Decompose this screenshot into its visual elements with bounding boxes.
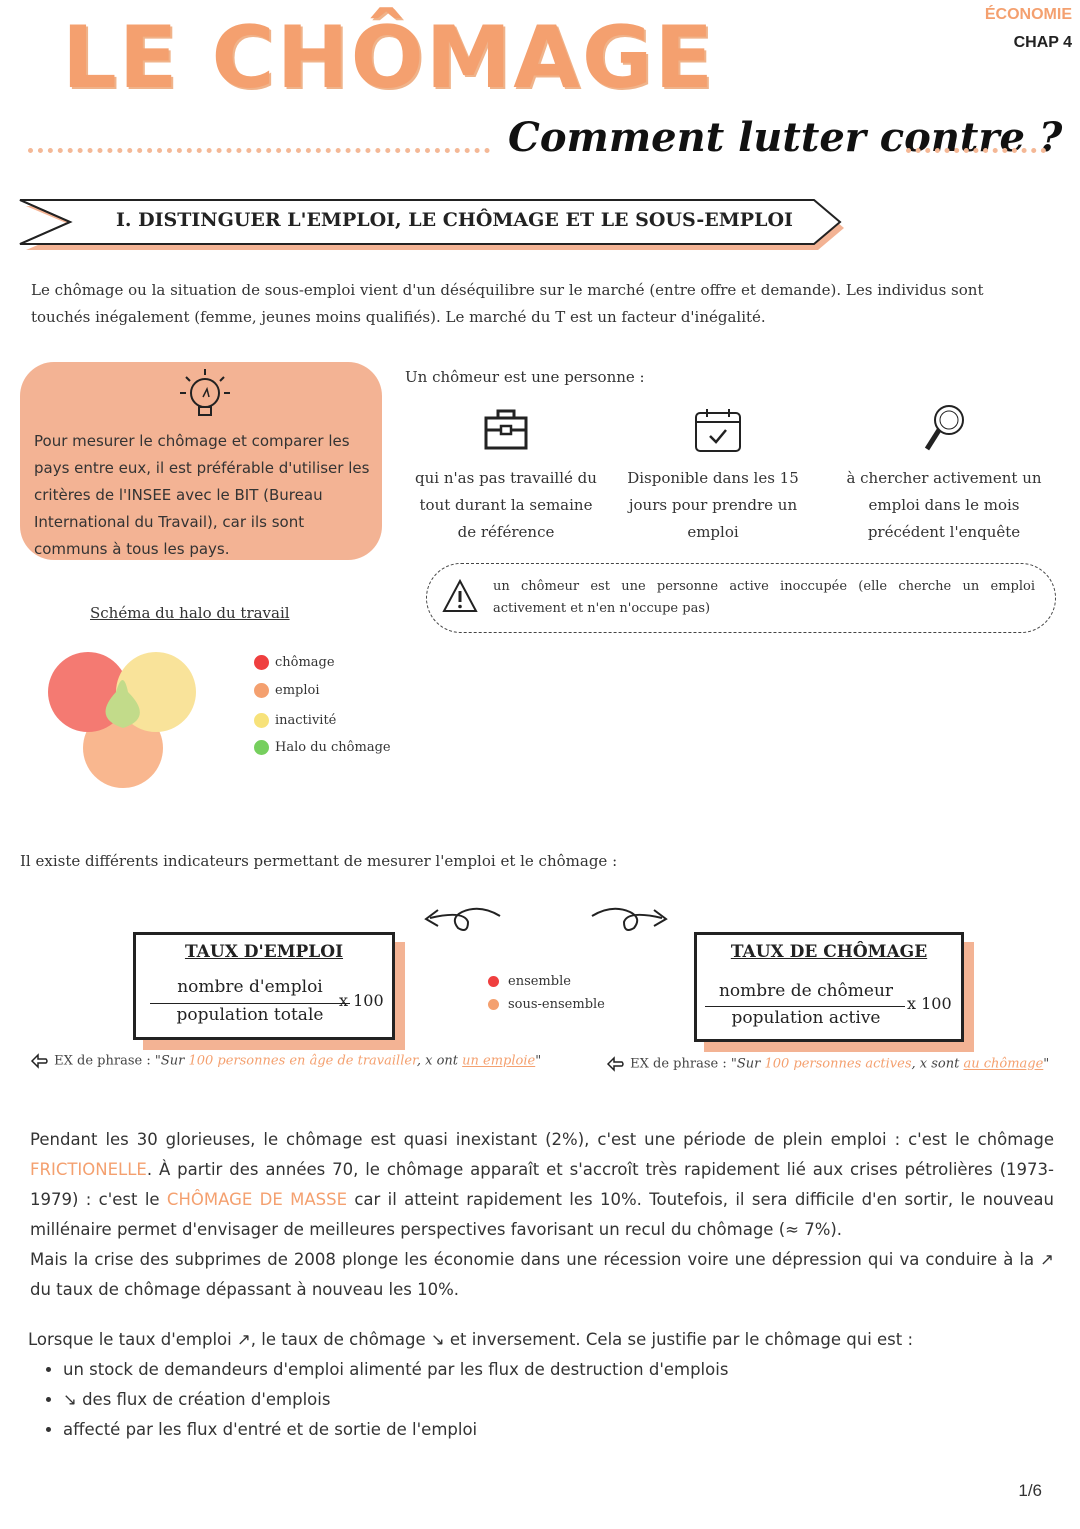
relation-paragraph bbox=[28, 1325, 1048, 1445]
section-title: I. DISTINGUER L'EMPLOI, LE CHÔMAGE ET LE SOUS-EMPLOI bbox=[116, 209, 793, 231]
taux-emploi-box bbox=[133, 932, 395, 1040]
briefcase-icon bbox=[483, 406, 529, 452]
formula-denominator: population totale bbox=[176, 1005, 324, 1025]
highlight-chomage-de-masse: CHÔMAGE DE MASSE bbox=[166, 1190, 347, 1209]
chomeur-intro: Un chômeur est une personne : bbox=[405, 368, 645, 386]
highlight-frictionnelle: FRICTIONELLE bbox=[30, 1160, 147, 1179]
dotted-divider-right bbox=[906, 148, 1046, 153]
legend-dot bbox=[488, 976, 499, 987]
halo-venn-diagram bbox=[46, 648, 202, 794]
halo-title: Schéma du halo du travail bbox=[90, 604, 290, 622]
dotted-divider-left bbox=[28, 148, 490, 153]
example-emploi: EX de phrase : "Sur 100 personnes en âge de travailler, x ont un emploie" bbox=[30, 1052, 541, 1070]
indicators-intro: Il existe différents indicateurs permettant de mesurer l'emploi et le chômage : bbox=[20, 852, 618, 870]
formula-numerator: nombre de chômeur bbox=[718, 981, 894, 1001]
formula-factor: x 100 bbox=[339, 991, 384, 1010]
lightbulb-icon bbox=[176, 365, 230, 423]
legend-item: emploi bbox=[254, 683, 319, 698]
legend-dot bbox=[488, 999, 499, 1010]
pointing-hand-icon bbox=[30, 1052, 50, 1070]
page-number: 1/6 bbox=[1018, 1481, 1042, 1500]
list-item: • ↘ des flux de création d'emplois bbox=[63, 1385, 1048, 1415]
relation-list bbox=[63, 1355, 1048, 1445]
magnifier-icon bbox=[922, 402, 968, 454]
history-paragraph: Pendant les 30 glorieuses, le chômage est quasi inexistant (2%), c'est une période de plein emploi : c'est le chômage FRICTIONELLE. À partir des années 70, le chômage apparaît et s'accroît très rapidement lié aux crises pétrolières (1973-1979) : c'est le CHÔMAGE DE MASSE car il atteint rapidement les 10%. Toutefois, il sera difficile d'en sortir, le nouveau millénaire permet d'envisager de meilleures perspectives favorisant un recul du chômage (≈ 7%). Mais la crise des subprimes de 2008 plonge les économie dans une récession voire une dépression qui va conduire à la ↗ du taux de chômage dépassant à nouveau les 10%. bbox=[30, 1130, 1054, 1299]
fraction-line bbox=[705, 1006, 905, 1007]
chapter-label: CHAP 4 bbox=[1013, 34, 1072, 51]
formula-numerator: nombre d'emploi bbox=[177, 977, 323, 997]
calendar-check-icon bbox=[693, 407, 743, 455]
warning-icon bbox=[441, 578, 479, 614]
legend-dot bbox=[254, 740, 269, 755]
page-subtitle: Comment lutter contre ? bbox=[508, 114, 1063, 161]
page-title: LE CHÔMAGE bbox=[62, 8, 716, 108]
legend-dot bbox=[254, 683, 269, 698]
taux-chomage-box bbox=[694, 932, 964, 1042]
tip-text: Pour mesurer le chômage et comparer les pays entre eux, il est préférable d'utiliser les critères de l'INSEE avec le BIT (Bureau International du Travail), car ils sont communs à tous les pays. bbox=[34, 432, 370, 558]
legend-item: sous-ensemble bbox=[488, 997, 605, 1012]
relation-intro: Lorsque le taux d'emploi ↗, le taux de chômage ↘ et inversement. Cela se justifie par le chômage qui est : bbox=[28, 1330, 914, 1349]
chomeur-criterion: à chercher activement un emploi dans le mois précédent l'enquête bbox=[846, 469, 1042, 541]
formula-denominator: population active bbox=[731, 1008, 881, 1028]
list-item: • affecté par les flux d'entré et de sortie de l'emploi bbox=[63, 1415, 1048, 1445]
section-intro: Le chômage ou la situation de sous-emploi vient d'un déséquilibre sur le marché (entre offre et demande). Les individus sont touchés inégalement (femme, jeunes moins qualifiés). Le marché du T est un facteur d'inégalité. bbox=[31, 281, 984, 326]
warning-text: un chômeur est une personne active inoccupée (elle cherche un emploi activement et n'en n'occupe pas) bbox=[493, 579, 1035, 616]
legend-item: inactivité bbox=[254, 713, 336, 728]
example-chomage: EX de phrase : "Sur 100 personnes actives, x sont au chômage" bbox=[606, 1055, 1049, 1073]
chomeur-criterion: Disponible dans les 15 jours pour prendre un emploi bbox=[627, 469, 799, 541]
pointing-hand-icon bbox=[606, 1055, 626, 1073]
legend-dot bbox=[254, 713, 269, 728]
legend-item: chômage bbox=[254, 655, 335, 670]
legend-dot bbox=[254, 655, 269, 670]
subject-label: ÉCONOMIE bbox=[984, 6, 1072, 23]
formula-title: TAUX D'EMPLOI bbox=[184, 942, 344, 962]
formula-title: TAUX DE CHÔMAGE bbox=[730, 942, 928, 962]
legend-item: ensemble bbox=[488, 974, 571, 989]
chomeur-criterion: qui n'as pas travaillé du tout durant la semaine de référence bbox=[415, 469, 597, 541]
curly-arrow-left-icon bbox=[420, 902, 504, 938]
legend-item: Halo du chômage bbox=[254, 740, 391, 755]
curly-arrow-right-icon bbox=[588, 902, 672, 938]
list-item: • un stock de demandeurs d'emploi alimenté par les flux de destruction d'emplois bbox=[63, 1355, 1048, 1385]
fraction-line bbox=[150, 1003, 350, 1004]
formula-factor: x 100 bbox=[907, 994, 952, 1013]
